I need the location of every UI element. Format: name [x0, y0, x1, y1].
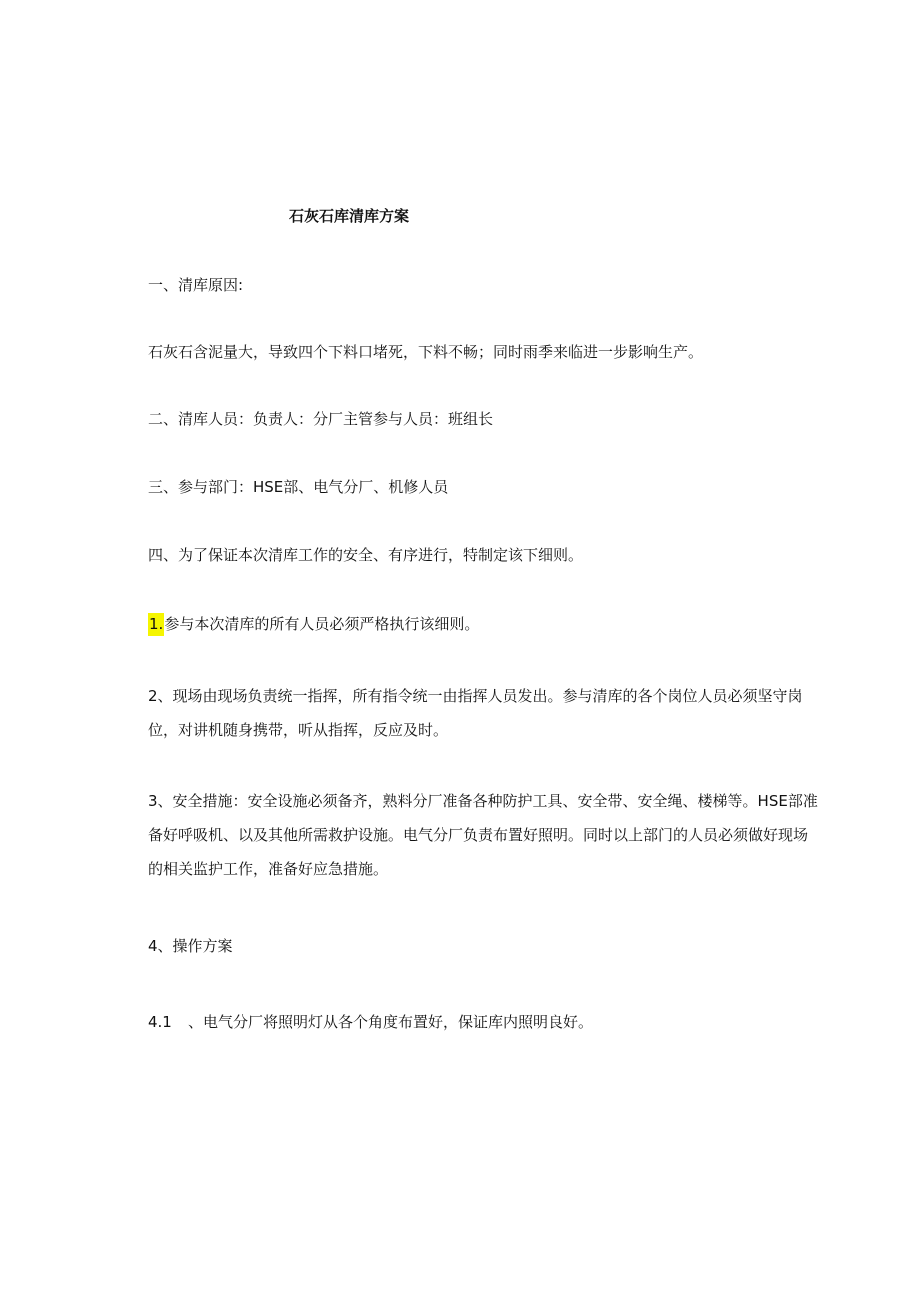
item1-text: 参与本次清库的所有人员必须严格执行该细则。	[164, 615, 480, 633]
section4-intro: 四、为了保证本次清库工作的安全、有序进行，特制定该下细则。	[148, 546, 584, 564]
section3-departments: 三、参与部门：HSE部、电气分厂、机修人员	[148, 478, 449, 496]
item1	[148, 614, 479, 634]
item2-text: 2、现场由现场负责统一指挥，所有指令统一由指挥人员发出。参与清库的各个岗位人员必须坚守岗位，对讲机随身携带，听从指挥，反应及时。	[148, 687, 803, 739]
section1-body: 石灰石含泥量大，导致四个下料口堵死，下料不畅；同时雨季来临进一步影响生产。	[148, 343, 704, 361]
item1-number-highlight: 1.	[148, 613, 164, 636]
section1-heading: 一、清库原因:	[148, 276, 244, 294]
item4-1-text: 、电气分厂将照明灯从各个角度布置好，保证库内照明良好。	[188, 1013, 594, 1031]
document-title: 石灰石库清库方案	[289, 207, 410, 225]
item4-1	[148, 1012, 593, 1032]
item4-1-number: 4.1	[148, 1013, 172, 1031]
item4-heading: 4、操作方案	[148, 937, 233, 955]
item2	[148, 679, 820, 747]
item3-text: 3、安全措施：安全设施必须备齐，熟料分厂准备各种防护工具、安全带、安全绳、楼梯等。HSE部准备好呼吸机、以及其他所需救护设施。电气分厂负责布置好照明。同时以上部门的人员必须做好现场的相关监护工作，准备好应急措施。	[148, 792, 818, 878]
item3	[148, 784, 820, 886]
section2-personnel: 二、清库人员：负责人：分厂主管参与人员：班组长	[148, 410, 494, 428]
